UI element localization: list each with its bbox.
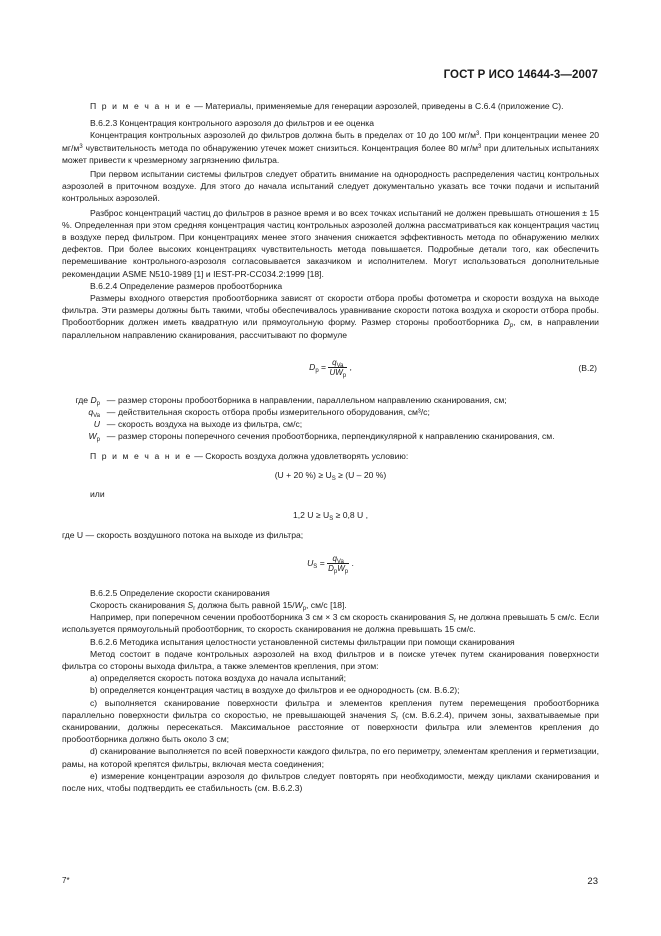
formula-fraction: $\frac{q_{Va}}{UW_p}$ [329,357,347,379]
list-item-c: с) выполняется сканирование поверхности фильтра и элементов крепления путем перемещения пробоотборника параллельно поверхности фильтра со скоростью, не превышающей значения $S_r$ (см. В.6.2.4), причем зоны, захватываемые при сканировании, должны пересекаться. Максимальное расстояние от поверхности фильтра или элементов крепления до пробоотборника должно быть около 3 см; [62,697,599,745]
note-paragraph: П р и м е ч а н и е — Материалы, применяемые для генерации аэрозолей, приведены в С.6.4 (приложение С). [90,101,564,111]
paragraph-example: Например, при поперечном сечении пробоотборника 3 см × 3 см скорость сканирования $S_r$ не должна превышать 5 см/с. Если используется прямоугольный пробоотборник, то скорость сканирования не должна превышать 15 см/с. [62,612,599,635]
page-number: 23 [587,876,598,887]
definition-item: $q_{Va}$ — действительная скорость отбора пробы измерительного оборудования, см³/с; [88,407,430,420]
section-heading-b626: В.6.2.6 Методика испытания целостности установленной системы фильтрации при помощи сканирования [90,636,515,647]
definition-item: $W_p$ — размер стороны поперечного сечения пробоотборника, перпендикулярной к направлению сканирования, см. [88,431,555,444]
paragraph-spread: Разброс концентраций частиц до фильтров в разное время и во всех точках испытаний не должен превышать отношения ± 15 %. Определенная при этом средняя концентрация частиц контрольных аэрозолей должна рассматриваться как концентрация частиц в воздухе перед фильтром. При концентрациях менее этого значения снижается эффективность метода по обнаружению мелких дефектов. При более высоких концентрациях чувствительность метода повышается. Подробные детали того, как обеспечить перемешивание контрольного-аэрозоля согласовывается заказчиком и исполнителем. Могут использоваться дополнительные рекомендации ASME N510-1989 [1] и IEST-PR-CC034.2:1999 [18]. [62,207,599,279]
paragraph-probe-size: Размеры входного отверстия пробоотборника зависят от скорости отбора пробы фотометра и скорости воздуха на выходе фильтра. Эти размеры должны быть такими, чтобы обеспечивалось уравнивание скорости потока воздуха и скорости отбора пробы. Пробоотборник должен иметь квадратную или прямоугольную форму. Размер стороны пробоотборника $D_p$, см, в направлении параллельном направлению сканирования, рассчитывают по формуле [62,293,599,340]
list-item-b: b) определяется концентрация частиц в воздухе до фильтров и ее однородность (см. В.6.2); [90,685,460,696]
paragraph-first-test: При первом испытании системы фильтров следует обратить внимание на однородность распределения частиц контрольных аэрозолей в приточном воздухе. Для этого до начала испытаний следует документально указать все точки подачи и испытаний контрольных аэрозолей. [62,169,599,204]
formula-fraction: $\frac{q_{Va}}{D_pW_p}$ [328,553,349,575]
connector-or: или [90,489,105,500]
variable-definitions [62,394,599,443]
paragraph-concentration: Концентрация контрольных аэрозолей до фильтров должна быть в пределах от 10 до 100 $мг/м^3$. При концентрации менее 20 $мг/м^3$ чувствительность метода по обнаружению утечек может снизиться. Концентрация более 80 $мг/м^3$ при длительных испытаниях может привести к чрезмерному загрязнению фильтра. [62,130,599,165]
note-paragraph: П р и м е ч а н и е — Скорость воздуха должна удовлетворять условию: [90,450,409,461]
formula-condition: (U + 20 %) ≥ $U_S \ge (U - 20$ %) [274,469,387,482]
signature-mark: 7* [62,876,70,885]
paragraph-scan-speed: Скорость сканирования $S_r$ должна быть равной $15/W_p$, см/с [18]. [90,599,347,612]
paragraph-method: Метод состоит в подаче контрольных аэрозолей на вход фильтров и в поиске утечек путем сканирования поверхности фильтра со стороны выхода фильтра, а также элементов крепления, при этом: [62,648,599,671]
formula-number: (В.2) [578,362,597,373]
document-id-header: ГОСТ Р ИСО 14644-3—2007 [443,69,598,81]
section-heading-b623: В.6.2.3 Концентрация контрольного аэрозоля до фильтров и ее оценка [90,118,375,129]
formula-scan-speed: $U_S$ = $\frac{q_{Va}}{D_pW_p}$ . [307,553,354,575]
formula-b2: $D_p$ = $\frac{q_{Va}}{UW_p}$ , (В.2) [309,357,597,379]
definition-item: где $D_p$ — размер стороны пробоотборника в направлении, параллельном направлению сканирования, см; [75,394,507,407]
formula-condition-alt: 1,2 $U \ge U_S \ge 0,8$ U , [292,510,369,523]
document-body [62,95,599,794]
section-heading-b624: В.6.2.4 Определение размеров пробоотборника [90,280,283,291]
where-definition: где U — скорость воздушного потока на выходе из фильтра; [62,530,304,541]
list-item-e: е) измерение концентрации аэрозоля до фильтров следует повторять при необходимости, между циклами сканирования и после них, чтобы подтвердить ее стабильность (см. В.6.2.3) [62,770,599,793]
definition-item: U — скорость воздуха на выходе из фильтра, см/с; [93,419,303,430]
list-item-a: а) определяется скорость потока воздуха до начала испытаний; [90,673,347,684]
list-item-d: d) сканирование выполняется по всей поверхности каждого фильтра, по его периметру, элементам крепления и герметизации, рамы, на которой крепятся фильтры, включая места соединения; [62,746,599,769]
section-heading-b625: В.6.2.5 Определение скорости сканирования [90,587,270,598]
